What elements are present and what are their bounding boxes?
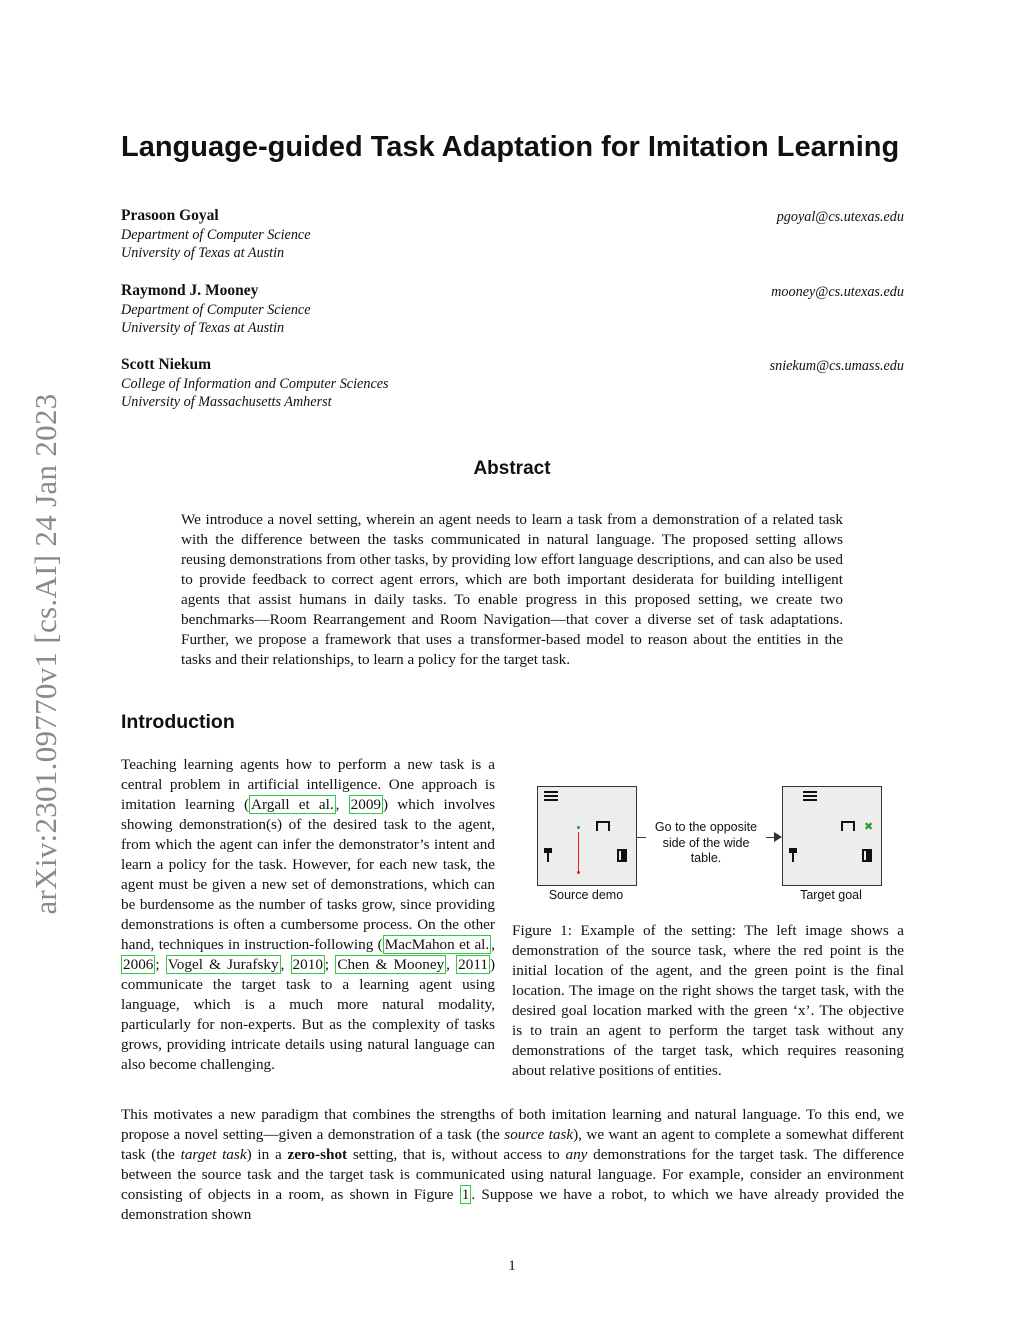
author-block — [121, 282, 904, 338]
trajectory-line — [578, 832, 579, 872]
instruction-text: Go to the opposite side of the wide table. — [646, 820, 766, 867]
author-block — [121, 207, 904, 263]
door-icon — [862, 849, 872, 862]
shelf-icon — [544, 791, 558, 801]
author-email: mooney@cs.utexas.edu — [771, 284, 904, 300]
lamp-icon — [788, 848, 798, 860]
table-icon — [596, 821, 610, 832]
source-demo-label: Source demo — [548, 888, 624, 902]
end-point — [577, 826, 580, 829]
author-department: Department of Computer Science — [121, 301, 311, 318]
table-icon — [841, 821, 855, 832]
author-university: University of Texas at Austin — [121, 320, 285, 336]
author-email: sniekum@cs.umass.edu — [769, 358, 904, 374]
target-room-map — [782, 786, 882, 886]
author-name: Scott Niekum — [121, 356, 211, 373]
introduction-heading: Introduction — [121, 711, 235, 733]
figure-1 — [512, 780, 904, 910]
paper-title: Language-guided Task Adaptation for Imitation Learning — [121, 131, 900, 163]
author-department: College of Information and Computer Sciences — [121, 375, 389, 392]
author-name: Raymond J. Mooney — [121, 282, 259, 299]
intro-paragraph-2: This motivates a new paradigm that combines the strengths of both imitation learning and natural language. To this end, we propose a novel setting—given a demonstration of a task (the source task), we want an agent to complete a somewhat different task (the target task) in a zero-shot setting, that is, without access to any demonstrations for the target task. The difference between the source task and the target task is communicated using natural language. For example, consider an environment consisting of objects in a room, as shown in Figure 1 . Suppose we have a robot, to which we have already provided the demonstration shown — [121, 1106, 905, 1223]
author-department: Department of Computer Science — [121, 226, 311, 243]
arxiv-identifier-text: arXiv:2301.09770v1 [cs.AI] 24 Jan 2023 — [28, 393, 63, 915]
author-university: University of Massachusetts Amherst — [121, 394, 332, 410]
citation-link[interactable]: 2010 — [292, 956, 323, 973]
citation-link[interactable]: 2011 — [458, 956, 488, 973]
figure-reference-link[interactable]: 1 — [461, 1186, 470, 1203]
shelf-icon — [803, 791, 817, 801]
goal-x-icon: ✖ — [864, 820, 874, 833]
citation-link[interactable]: 2006 — [123, 956, 154, 973]
target-goal-label: Target goal — [800, 888, 862, 902]
start-point — [577, 871, 580, 874]
abstract-heading: Abstract — [473, 458, 551, 479]
door-icon — [617, 849, 627, 862]
citation-link[interactable]: Vogel & Jurafsky — [167, 956, 279, 973]
figure-caption: Figure 1: Example of the setting: The left image shows a demonstration of the source task, where the red point is the initial location of the agent, and the green point is the final location. The image on the right shows the target task, with the desired goal location marked with the green ‘x’. The objective is to train an agent to perform the target task without any demonstrations of the target task, which requires reasoning about relative positions of entities. — [512, 922, 904, 1079]
citation-link[interactable]: MacMahon et al. — [384, 936, 490, 953]
source-room-map — [537, 786, 637, 886]
page-number: 1 — [508, 1258, 516, 1274]
arrow-head-icon — [774, 832, 782, 842]
lamp-icon — [543, 848, 553, 860]
abstract-text: We introduce a novel setting, wherein an agent needs to learn a task from a demonstration of a related task with the difference between the tasks communicated in natural language. The proposed setting allows reusing demonstrations from other tasks, by providing low effort language descriptions, and can also be used to provide feedback to correct agent errors, which are both important desiderata for building intelligent agents that assist humans in daily tasks. To enable progress in this proposed setting, we create two benchmarks—Room Rearrangement and Room Navigation—that cover a diverse set of task adaptations. Further, we propose a framework that uses a transformer-based model to reason about the entities in the tasks and their relationships, to learn a policy for the target task. — [181, 511, 843, 668]
citation-link[interactable]: Argall et al. — [251, 796, 334, 813]
author-name: Prasoon Goyal — [121, 207, 219, 224]
author-university: University of Texas at Austin — [121, 245, 285, 261]
citation-link[interactable]: Chen & Mooney — [337, 956, 445, 973]
author-block — [121, 356, 904, 412]
author-email: pgoyal@cs.utexas.edu — [776, 209, 904, 225]
arxiv-identifier — [22, 372, 70, 937]
intro-paragraph-1: Teaching learning agents how to perform a new task is a central problem in artificial intelligence. One approach is imitation learning ( Argall et al. , 2009 ) which involves showing demonstration(s) of the desired task to the agent, from which the agent can infer the demonstrator’s intent and learn a policy for the task. However, for each new task, the agent must be given a new set of demonstrations, which can be burdensome as the number of tasks grow, since providing demonstrations is often a cumbersome process. On the other hand, techniques in instruction-following ( MacMahon et al. , 2006 ; Vogel & Jurafsky , 2010 ; Chen & Mooney , 2011 ) communicate the target task to a learning agent using language, which is a much more natural modality, particularly for non-experts. But as the complexity of tasks grows, providing intricate details using natural language can also become challenging. — [121, 756, 496, 1073]
citation-link[interactable]: 2009 — [350, 796, 381, 813]
